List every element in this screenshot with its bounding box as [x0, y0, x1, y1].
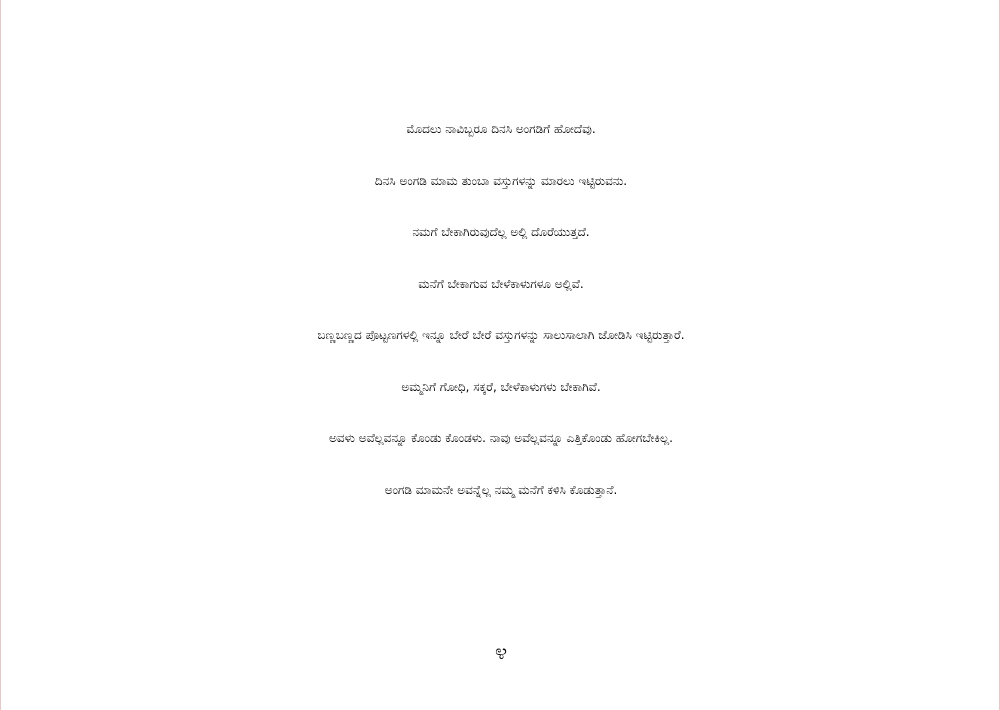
page-number: ೪ — [494, 640, 508, 665]
story-line: ಅವಳು ಅವೆಲ್ಲವನ್ನೂ ಕೊಂಡು ಕೊಂಡಳು. ನಾವು ಅವೆಲ್ಲವನ್ನೂ ಎತ್ತಿಕೊಂಡು ಹೋಗಬೇಕಿಲ್ಲ. — [329, 431, 673, 445]
story-line: ದಿನಸಿ ಅಂಗಡಿ ಮಾಮ ತುಂಬಾ ವಸ್ತುಗಳನ್ನು ಮಾರಲು ಇಟ್ಟಿರುವನು. — [374, 173, 628, 188]
story-line: ಅಂಗಡಿ ಮಾಮನೇ ಅವನ್ನೆಲ್ಲ ನಮ್ಮ ಮನೆಗೆ ಕಳಿಸಿ ಕೊಡುತ್ತಾನೆ. — [384, 482, 618, 497]
story-line: ಅಮ್ಮನಿಗೆ ಗೋಧಿ, ಸಕ್ಕರೆ, ಬೇಳೆಕಾಳುಗಳು ಬೇಕಾಗಿವೆ. — [401, 379, 601, 394]
story-text — [1, 104, 1000, 516]
story-line: ಬಣ್ಣಬಣ್ಣದ ಪೊಟ್ಟಣಗಳಲ್ಲಿ ಇನ್ನೂ ಬೇರೆ ಬೇರೆ ವಸ್ತುಗಳನ್ನು ಸಾಲುಸಾಲಾಗಿ ಜೋಡಿಸಿ ಇಟ್ಟಿರುತ್ತಾರೆ. — [317, 328, 685, 342]
story-line: ಮನೆಗೆ ಬೇಕಾಗುವ ಬೇಳೆಕಾಳುಗಳೂ ಅಲ್ಲಿವೆ. — [418, 276, 584, 291]
story-line: ಮೊದಲು ನಾವಿಬ್ಬರೂ ದಿನಸಿ ಅಂಗಡಿಗೆ ಹೋದೆವು. — [406, 122, 596, 136]
story-line: ನಮಗೆ ಬೇಕಾಗಿರುವುದೆಲ್ಲ ಅಲ್ಲಿ ದೊರೆಯುತ್ತದೆ. — [412, 225, 590, 239]
